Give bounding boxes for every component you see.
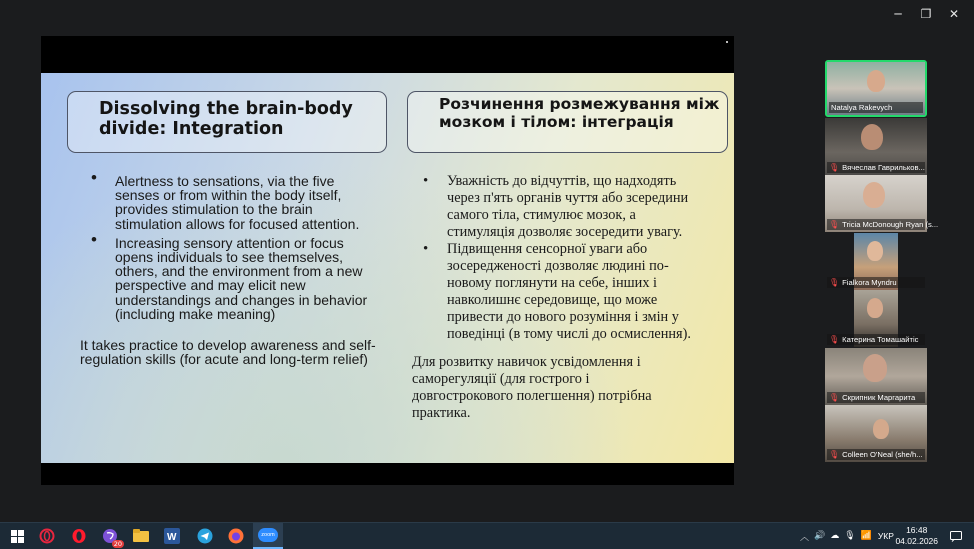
viber-icon[interactable] [100, 526, 120, 546]
ukrainian-note: Для розвитку навичок усвідомлення і саморегуляції (для гострого і довгострокового полегшення) потрібна практика. [412, 354, 652, 421]
muted-mic-icon: 🎙 [829, 335, 840, 344]
zoom-label: zoom [261, 532, 275, 538]
participant-name-label: 🎙 Colleen O'Neal (she/h... [827, 449, 925, 460]
clock-date: 04.02.2026 [895, 536, 938, 546]
notifications-icon[interactable] [946, 526, 966, 546]
system-clock[interactable] [895, 525, 938, 547]
ukrainian-title-box [407, 91, 728, 153]
face [867, 241, 883, 261]
participant-tile[interactable] [825, 233, 927, 290]
ukrainian-bullet-list [423, 173, 705, 343]
english-bullet: • Increasing sensory attention or focus opens individuals to see themselves, others, and the environment from a new perspective and may elicit new understandings and changes in behavior (including make meaning) [91, 236, 381, 321]
participant-name-label: 🎙 Катерина Томашайтіс [827, 334, 925, 345]
clock-time: 16:48 [906, 525, 928, 535]
word-icon[interactable] [162, 526, 182, 546]
english-bullet: • Alertness to sensations, via the five senses or from within the body itself, provides stimulation to the brain stimulation allows for focused attention. [91, 174, 381, 231]
shared-screen [41, 36, 734, 485]
participant-gallery [825, 60, 939, 463]
svg-text:W: W [167, 532, 177, 543]
window-controls [884, 4, 968, 24]
face [863, 182, 885, 208]
participant-name-label: Natalya Rakevych [829, 102, 923, 113]
recording-dot [726, 41, 728, 43]
muted-mic-icon: 🎙 [829, 392, 840, 402]
notification-badge: 20 [113, 540, 122, 548]
windows-taskbar [0, 522, 974, 549]
participant-tile[interactable] [825, 60, 927, 117]
participant-tile[interactable] [825, 118, 927, 175]
english-bullet-list [91, 174, 381, 326]
minimize-button[interactable]: ─ [894, 7, 902, 21]
opera-icon[interactable] [69, 526, 89, 546]
wifi-icon[interactable]: 📶 [860, 531, 872, 541]
system-tray [800, 523, 894, 549]
muted-mic-icon: 🎙 [829, 220, 840, 229]
microphone-icon[interactable]: 🎙 [844, 531, 856, 541]
face [873, 419, 889, 439]
face [867, 298, 883, 318]
face [861, 124, 883, 150]
ukrainian-bullet: • Підвищення сенсорної уваги або зосередженості дозволяє людині по-новому поглянути на себе, інших і навколишнє середовище, що може привести до нового розуміння і змін у поведінці (в тому числі до осмислення). [423, 241, 705, 343]
english-title-box [67, 91, 387, 153]
language-indicator[interactable]: УКР [877, 531, 894, 541]
participant-tile[interactable] [825, 290, 927, 347]
windows-start-icon[interactable] [7, 526, 27, 546]
firefox-icon[interactable] [226, 526, 246, 546]
muted-mic-icon: 🎙 [829, 162, 840, 172]
muted-mic-icon: 🎙 [829, 277, 840, 287]
english-title: Dissolving the brain-body divide: Integration [99, 99, 353, 139]
opera-gx-icon[interactable] [37, 526, 57, 546]
face [867, 70, 885, 92]
participant-name-label: 🎙 Tricia McDonough Ryan (s... [829, 220, 939, 229]
ukrainian-title: Розчинення розмежування між мозком і тілом: інтеграція [439, 95, 720, 132]
onedrive-icon[interactable]: ☁ [830, 531, 840, 541]
close-button[interactable]: ✕ [948, 7, 960, 21]
file-explorer-icon[interactable] [131, 526, 151, 546]
participant-name-label: 🎙 Fialkora Myndru [827, 277, 925, 288]
participant-name-label: 🎙 Вячеслав Гаврильков... [829, 162, 925, 172]
muted-mic-icon: 🎙 [829, 450, 840, 459]
participant-tile[interactable] [825, 175, 939, 232]
telegram-icon[interactable] [195, 526, 215, 546]
face [863, 354, 887, 382]
ukrainian-bullet: • Уважність до відчуттів, що надходять через п'ять органів чуття або зсередини самого тіла, стимулює мозок, а стимуляція дозволяє зосередити увагу. [423, 173, 705, 241]
presentation-slide [41, 73, 734, 463]
participant-tile[interactable] [825, 405, 927, 462]
volume-icon[interactable]: 🔊 [814, 531, 826, 541]
participant-tile[interactable] [825, 348, 927, 405]
zoom-taskbar-button[interactable] [253, 523, 283, 549]
english-note: It takes practice to develop awareness and self-regulation skills (for acute and long-term relief) [80, 337, 376, 368]
chevron-up-icon[interactable]: ︿ [800, 532, 810, 543]
restore-button[interactable]: ❐ [920, 7, 932, 21]
participant-name-label: 🎙 Скрипник Маргарита [827, 392, 925, 403]
